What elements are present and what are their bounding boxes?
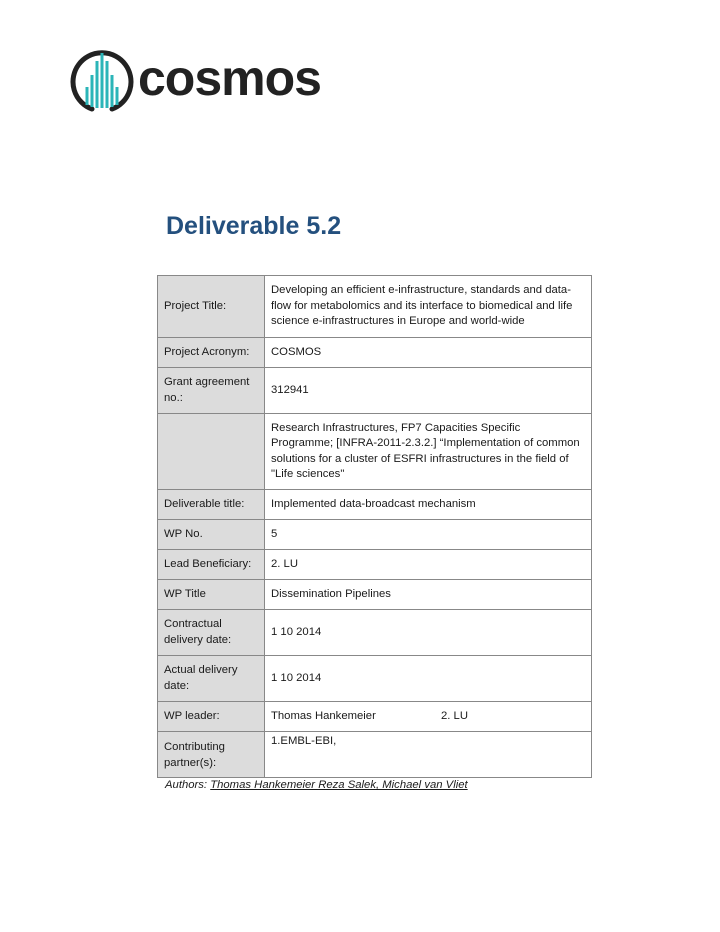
row-value: 312941: [265, 368, 592, 414]
cosmos-logo-icon: [70, 45, 134, 115]
row-label: WP Title: [158, 580, 265, 610]
deliverable-info-table: [157, 275, 592, 778]
row-value: 1.EMBL-EBI,: [265, 732, 592, 778]
row-value: Implemented data-broadcast mechanism: [265, 490, 592, 520]
table-row: [158, 550, 592, 580]
table-row: [158, 276, 592, 338]
row-label: Contributing partner(s):: [158, 732, 265, 778]
authors-names: Thomas Hankemeier Reza Salek, Michael van Vliet: [210, 779, 468, 791]
table-row: [158, 656, 592, 702]
row-value: Dissemination Pipelines: [265, 580, 592, 610]
row-label: Project Acronym:: [158, 338, 265, 368]
table-row: [158, 414, 592, 490]
page-title: Deliverable 5.2: [166, 212, 342, 240]
row-label: Grant agreement no.:: [158, 368, 265, 414]
row-value: 5: [265, 520, 592, 550]
cosmos-logo: [70, 44, 321, 116]
table-row: [158, 490, 592, 520]
authors-line: [165, 779, 468, 791]
row-label: WP No.: [158, 520, 265, 550]
table-row: [158, 580, 592, 610]
row-value: 2. LU: [265, 550, 592, 580]
table-row: [158, 338, 592, 368]
row-label: Actual delivery date:: [158, 656, 265, 702]
row-value: 1 10 2014: [265, 656, 592, 702]
authors-prefix: Authors:: [165, 779, 208, 791]
row-label: Project Title:: [158, 276, 265, 338]
logo-wordmark: cosmos: [138, 50, 321, 106]
row-label: Contractual delivery date:: [158, 610, 265, 656]
table-row: [158, 368, 592, 414]
row-value: Developing an efficient e-infrastructure, standards and data-flow for metabolomics and its interface to biomedical and life science e-infrastructures in Europe and world-wide: [265, 276, 592, 338]
row-label: Deliverable title:: [158, 490, 265, 520]
table-row: [158, 520, 592, 550]
row-label: [158, 414, 265, 490]
row-value: Research Infrastructures, FP7 Capacities Specific Programme; [INFRA-2011-2.3.2.] “Implementation of common solutions for a cluster of ESFRI infrastructures in the field of "Life sciences": [265, 414, 592, 490]
row-label: WP leader:: [158, 702, 265, 732]
row-value: 1 10 2014: [265, 610, 592, 656]
table-row: [158, 732, 592, 778]
wp-leader-partner: 2. LU: [441, 709, 469, 722]
table-row: [158, 610, 592, 656]
row-value: COSMOS: [265, 338, 592, 368]
table-row: [158, 702, 592, 732]
row-label: Lead Beneficiary:: [158, 550, 265, 580]
row-value: [265, 702, 592, 732]
wp-leader-name: Thomas Hankemeier: [271, 709, 376, 722]
